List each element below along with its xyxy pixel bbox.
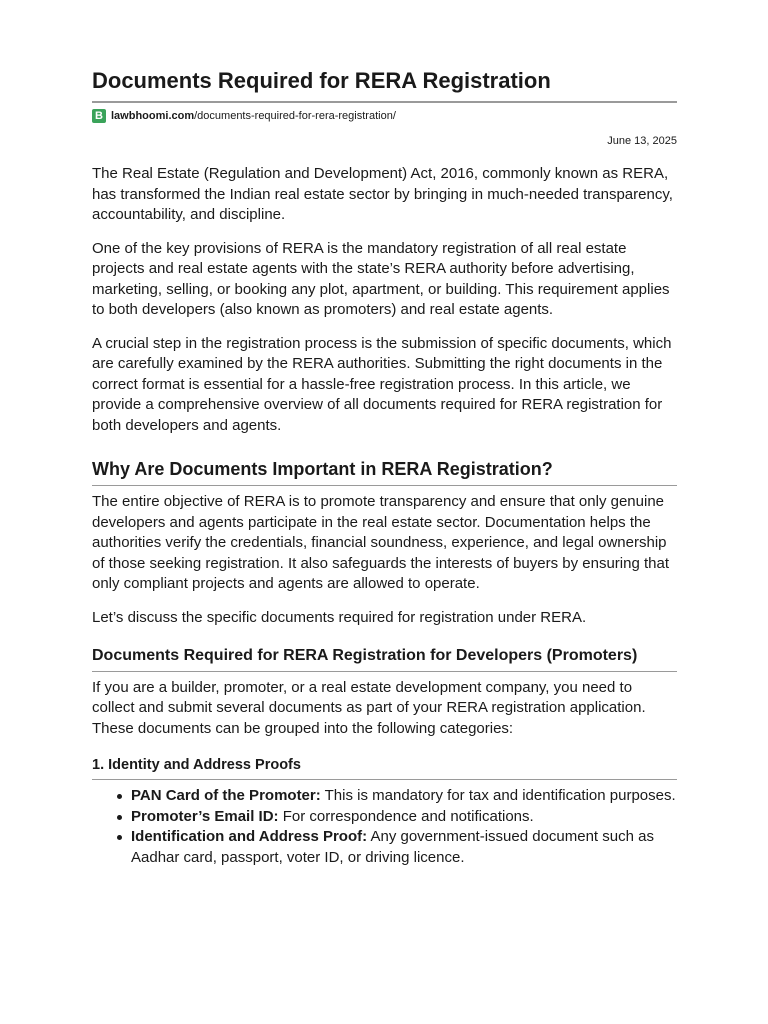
list-item-text: This is mandatory for tax and identification purposes. xyxy=(320,787,676,804)
list-item-label: Identification and Address Proof: xyxy=(131,828,368,845)
publish-date: June 13, 2025 xyxy=(607,135,677,147)
intro-paragraph-2: One of the key provisions of RERA is the mandatory registration of all real estate projects and real estate agents with the state’s RERA authority before advertising, marketing, selling, or booking any plot, apartment, or building. This requirement applies to both developers (also known as promoters) and real estate agents. xyxy=(92,239,670,318)
list-item-label: PAN Card of the Promoter: xyxy=(131,787,321,804)
site-favicon-icon: B xyxy=(92,109,106,123)
list-item-text: Any government-issued document such as Aadhar card, passport, voter ID, or driving licence. xyxy=(131,828,654,866)
source-path[interactable]: /documents-required-for-rera-registration/ xyxy=(194,110,396,122)
section-heading-developers: Documents Required for RERA Registration for Developers (Promoters) xyxy=(92,647,638,664)
list-item xyxy=(131,827,677,868)
developers-paragraph: If you are a builder, promoter, or a real estate development company, you need to collect and submit several documents as part of your RERA registration application. These documents can be grouped into the following categories: xyxy=(92,678,646,737)
identity-documents-list xyxy=(92,786,677,868)
section-divider xyxy=(92,671,677,672)
article xyxy=(92,0,677,868)
list-item-label: Promoter’s Email ID: xyxy=(131,807,279,825)
subsection-heading-identity: 1. Identity and Address Proofs xyxy=(92,757,301,773)
why-paragraph-1: The entire objective of RERA is to promote transparency and ensure that only genuine developers and agents participate in the real estate sector. Documentation helps the authorities verify the credentials, financial soundness, experience, and legal ownership of those seeking registration. It also safeguards the interests of buyers by ensuring that only compliant projects and agents are allowed to operate. xyxy=(92,493,669,592)
intro-paragraph-1: The Real Estate (Regulation and Development) Act, 2016, commonly known as RERA, has transformed the Indian real estate sector by bringing in much-needed transparency, accountability, and discipline. xyxy=(92,165,673,223)
list-item-text: For correspondence and notifications. xyxy=(278,807,534,825)
list-item xyxy=(131,807,677,828)
section-divider xyxy=(92,485,677,486)
title-divider xyxy=(92,101,677,103)
source-domain[interactable]: lawbhoomi.com xyxy=(111,110,195,122)
list-item xyxy=(131,786,677,807)
intro-paragraph-3: A crucial step in the registration process is the submission of specific documents, which are carefully examined by the RERA authorities. Submitting the right documents in the correct format is essential for a hassle-free registration process. In this article, we provide a comprehensive overview of all documents required for RERA registration for both developers and agents. xyxy=(92,334,672,434)
section-heading-why: Why Are Documents Important in RERA Registration? xyxy=(92,459,553,479)
why-paragraph-2: Let’s discuss the specific documents required for registration under RERA. xyxy=(92,608,587,626)
page-title: Documents Required for RERA Registration xyxy=(92,68,551,93)
subsection-divider xyxy=(92,779,677,780)
source-link[interactable] xyxy=(92,108,677,124)
